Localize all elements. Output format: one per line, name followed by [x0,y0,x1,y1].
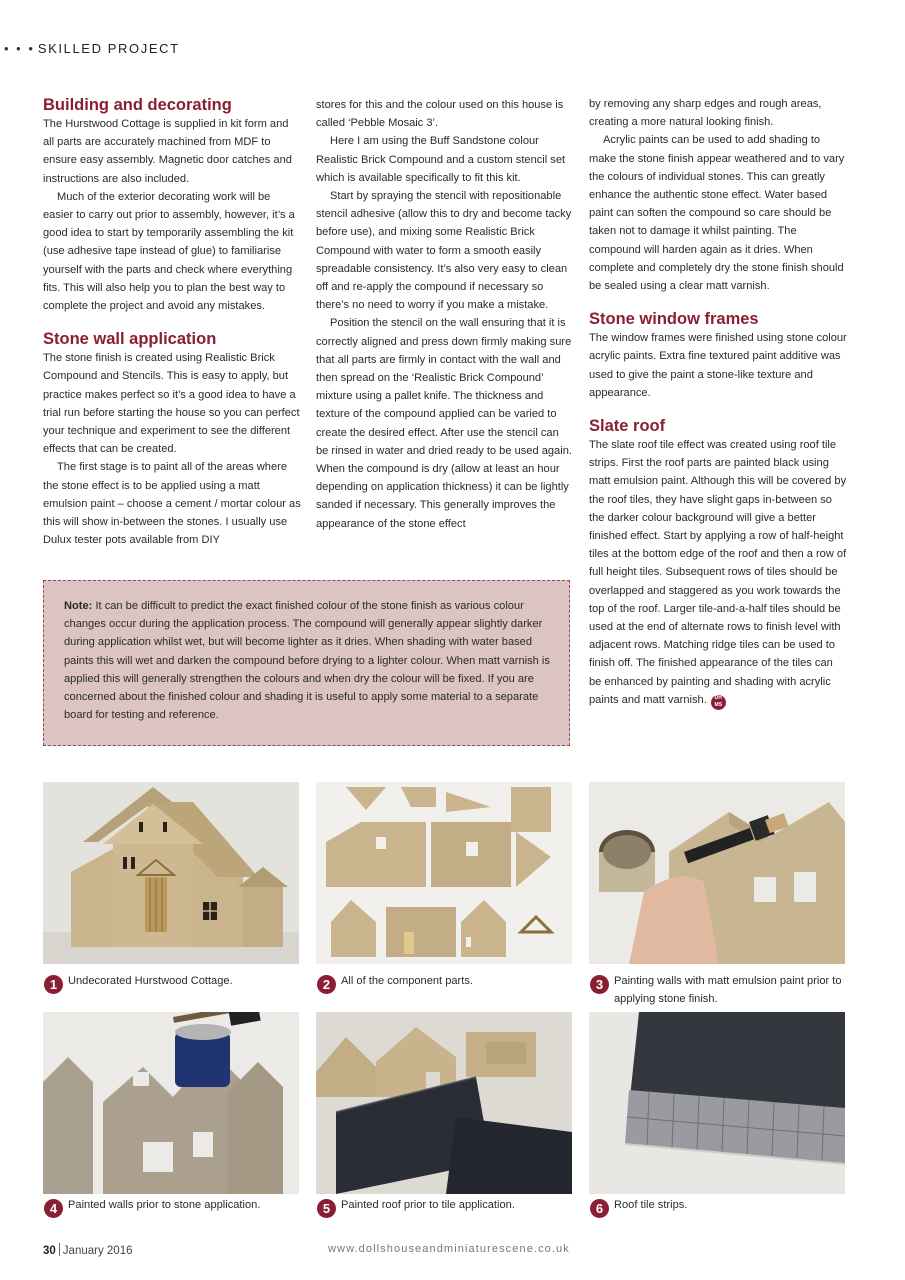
article-column-3 [589,95,847,710]
photo-number-badge: 2 [317,975,336,994]
paragraph: The first stage is to paint all of the areas where the stone effect is to be applied using a matt emulsion paint – choose a cement / mortar colour as this will show in-between the stones. I usually use Dulux tester pots available from DIY [43,461,301,547]
paragraph: Here I am using the Buff Sandstone colour Realistic Brick Compound and a custom stencil set which is available specifically to fit this kit. [316,135,566,184]
paragraph [589,436,847,710]
paragraph: stores for this and the colour used on this house is called ‘Pebble Mosaic 3’. [316,99,564,130]
painted-roof-illustration [316,1012,572,1194]
photo-caption: Painting walls with matt emulsion paint prior to applying stone finish. [614,975,842,1005]
paragraph: Start by spraying the stencil with repositionable stencil adhesive (allow this to dry and become tacky before use), and mixing some Realistic Brick Compound with water to form a smooth easily spreadable consistency. It’s also very easy to clean off and re-apply the compound if necessary so there’s no need to worry if you make a mistake. [316,190,572,312]
article-column-2 [316,96,574,533]
photo-painted-walls [43,1012,299,1194]
heading-window-frames: Stone window frames [589,310,759,329]
paragraph-text: The slate roof tile effect was created using roof tile strips. First the roof parts are painted black using matt emulsion paint. Although this will be covered by the roof tiles, they have slight gaps in-between so the darker colour background will give a better finished effect. Start by applying a row of half-height tiles at the bottom edge of the roof and then a row of full height tiles. Subsequent rows of tiles should be overlapped and staggered as you work towards the top of the roof. Larger tile-and-a-half tiles should be used at the end of alternate rows to finish level with adjacent rows. Matching ridge tiles can be used to finish off. The finished appearance of the tiles can be enhanced by painting and shading with acrylic paints and matt varnish. [589,439,847,706]
photo-roof-tiles [589,1012,845,1194]
photo-caption: Undecorated Hurstwood Cottage. [68,975,233,987]
paragraph: by removing any sharp edges and rough areas, creating a more natural looking finish. [589,98,822,129]
heading-slate-roof: Slate roof [589,417,666,436]
page-number: 30 [43,1245,56,1257]
paragraph: Acrylic paints can be used to add shading to make the stone finish appear weathered and to vary the colours of individual stones. This can greatly enhance the authentic stone effect. Water based paint can soften the compound so care should be taken not to damage it whilst painting. The compound will harden again as it dries. When complete and completely dry the stone finish should be sealed using a clear matt varnish. [589,134,845,293]
cottage-illustration [43,782,299,964]
article-column-1 [43,95,301,549]
paragraph: The stone finish is created using Realistic Brick Compound and Stencils. This is easy to apply, but practice makes perfect so it’s a good idea to have a trial run before starting the house so you can perfect your technique and experiment to see the different effects that can be created. [43,352,300,456]
parts-illustration [316,782,572,964]
photo-number-badge: 3 [590,975,609,994]
photo-number-badge: 1 [44,975,63,994]
heading-stone-wall: Stone wall application [43,330,217,349]
photo-caption: Roof tile strips. [614,1199,688,1211]
note-box [43,580,570,746]
kicker-dots: • • • [4,41,35,56]
painted-walls-illustration [43,1012,299,1194]
painting-illustration [589,782,845,964]
roof-tiles-illustration [589,1012,845,1194]
issue-date: January 2016 [62,1245,133,1257]
photo-number-badge: 4 [44,1199,63,1218]
section-kicker [4,41,180,56]
photo-number-badge: 6 [590,1199,609,1218]
page-footer [43,1243,133,1257]
paragraph: Much of the exterior decorating work will be easier to carry out prior to assembly, however, it’s a good idea to start by temporarily assembling the kit (use adhesive tape instead of glue) to familiarise yourself with the parts and check where everything fits. This will also help you to plan the best way to complete the project and avoid any mistakes. [43,190,295,313]
paragraph: Position the stencil on the wall ensuring that it is correctly aligned and press down firmly making sure that all parts are firmly in contact with the wall and then spread on the ‘Realistic Brick Compound’ mixture using a pallet knife. The thickness and texture of the compound applied can be varied to create the desired effect. After use the stencil can be rinsed in water and dried ready to be used again. When the compound is dry (allow at least an hour depending on application thickness) it can be lightly sanded if necessary. This generally improves the appearance of the stone effect [316,317,572,530]
paragraph: The Hurstwood Cottage is supplied in kit form and all parts are accurately machined from MDF to ensure easy assembly. Magnetic door catches and instructions are also included. [43,118,292,185]
kicker-label: SKILLED PROJECT [37,41,180,56]
photo-painting-walls [589,782,845,964]
photo-number-badge: 5 [317,1199,336,1218]
photo-component-parts [316,782,572,964]
footer-url: www.dollshouseandminiaturescene.co.uk [328,1243,570,1255]
photo-cottage [43,782,299,964]
photo-caption: All of the component parts. [341,975,473,987]
heading-building: Building and decorating [43,96,232,114]
footer-divider [59,1243,60,1256]
photo-caption: Painted walls prior to stone application. [68,1199,261,1211]
note-text: It can be difficult to predict the exact finished colour of the stone finish as various colour changes occur during the application process. The compound will generally appear slightly darker during application whilst wet, but will become lighter as it dries. When shading with water based paints this will wet and darken the compound before drying to a lighter colour. When matt varnish is applied this will generally strengthen the colours and when dry the colour will be fixed. If you are concerned about the finished colour and shading it is useful to apply some material to a separate board for testing and reference. [64,600,550,722]
paragraph: The window frames were finished using stone colour acrylic paints. Extra fine textured paint additive was used to give the paint a stone-like texture and appearance. [589,332,847,399]
photo-painted-roof [316,1012,572,1194]
photo-caption: Painted roof prior to tile application. [341,1199,515,1211]
end-mark-logo: DH MS [711,695,726,710]
note-label: Note: [64,600,93,612]
